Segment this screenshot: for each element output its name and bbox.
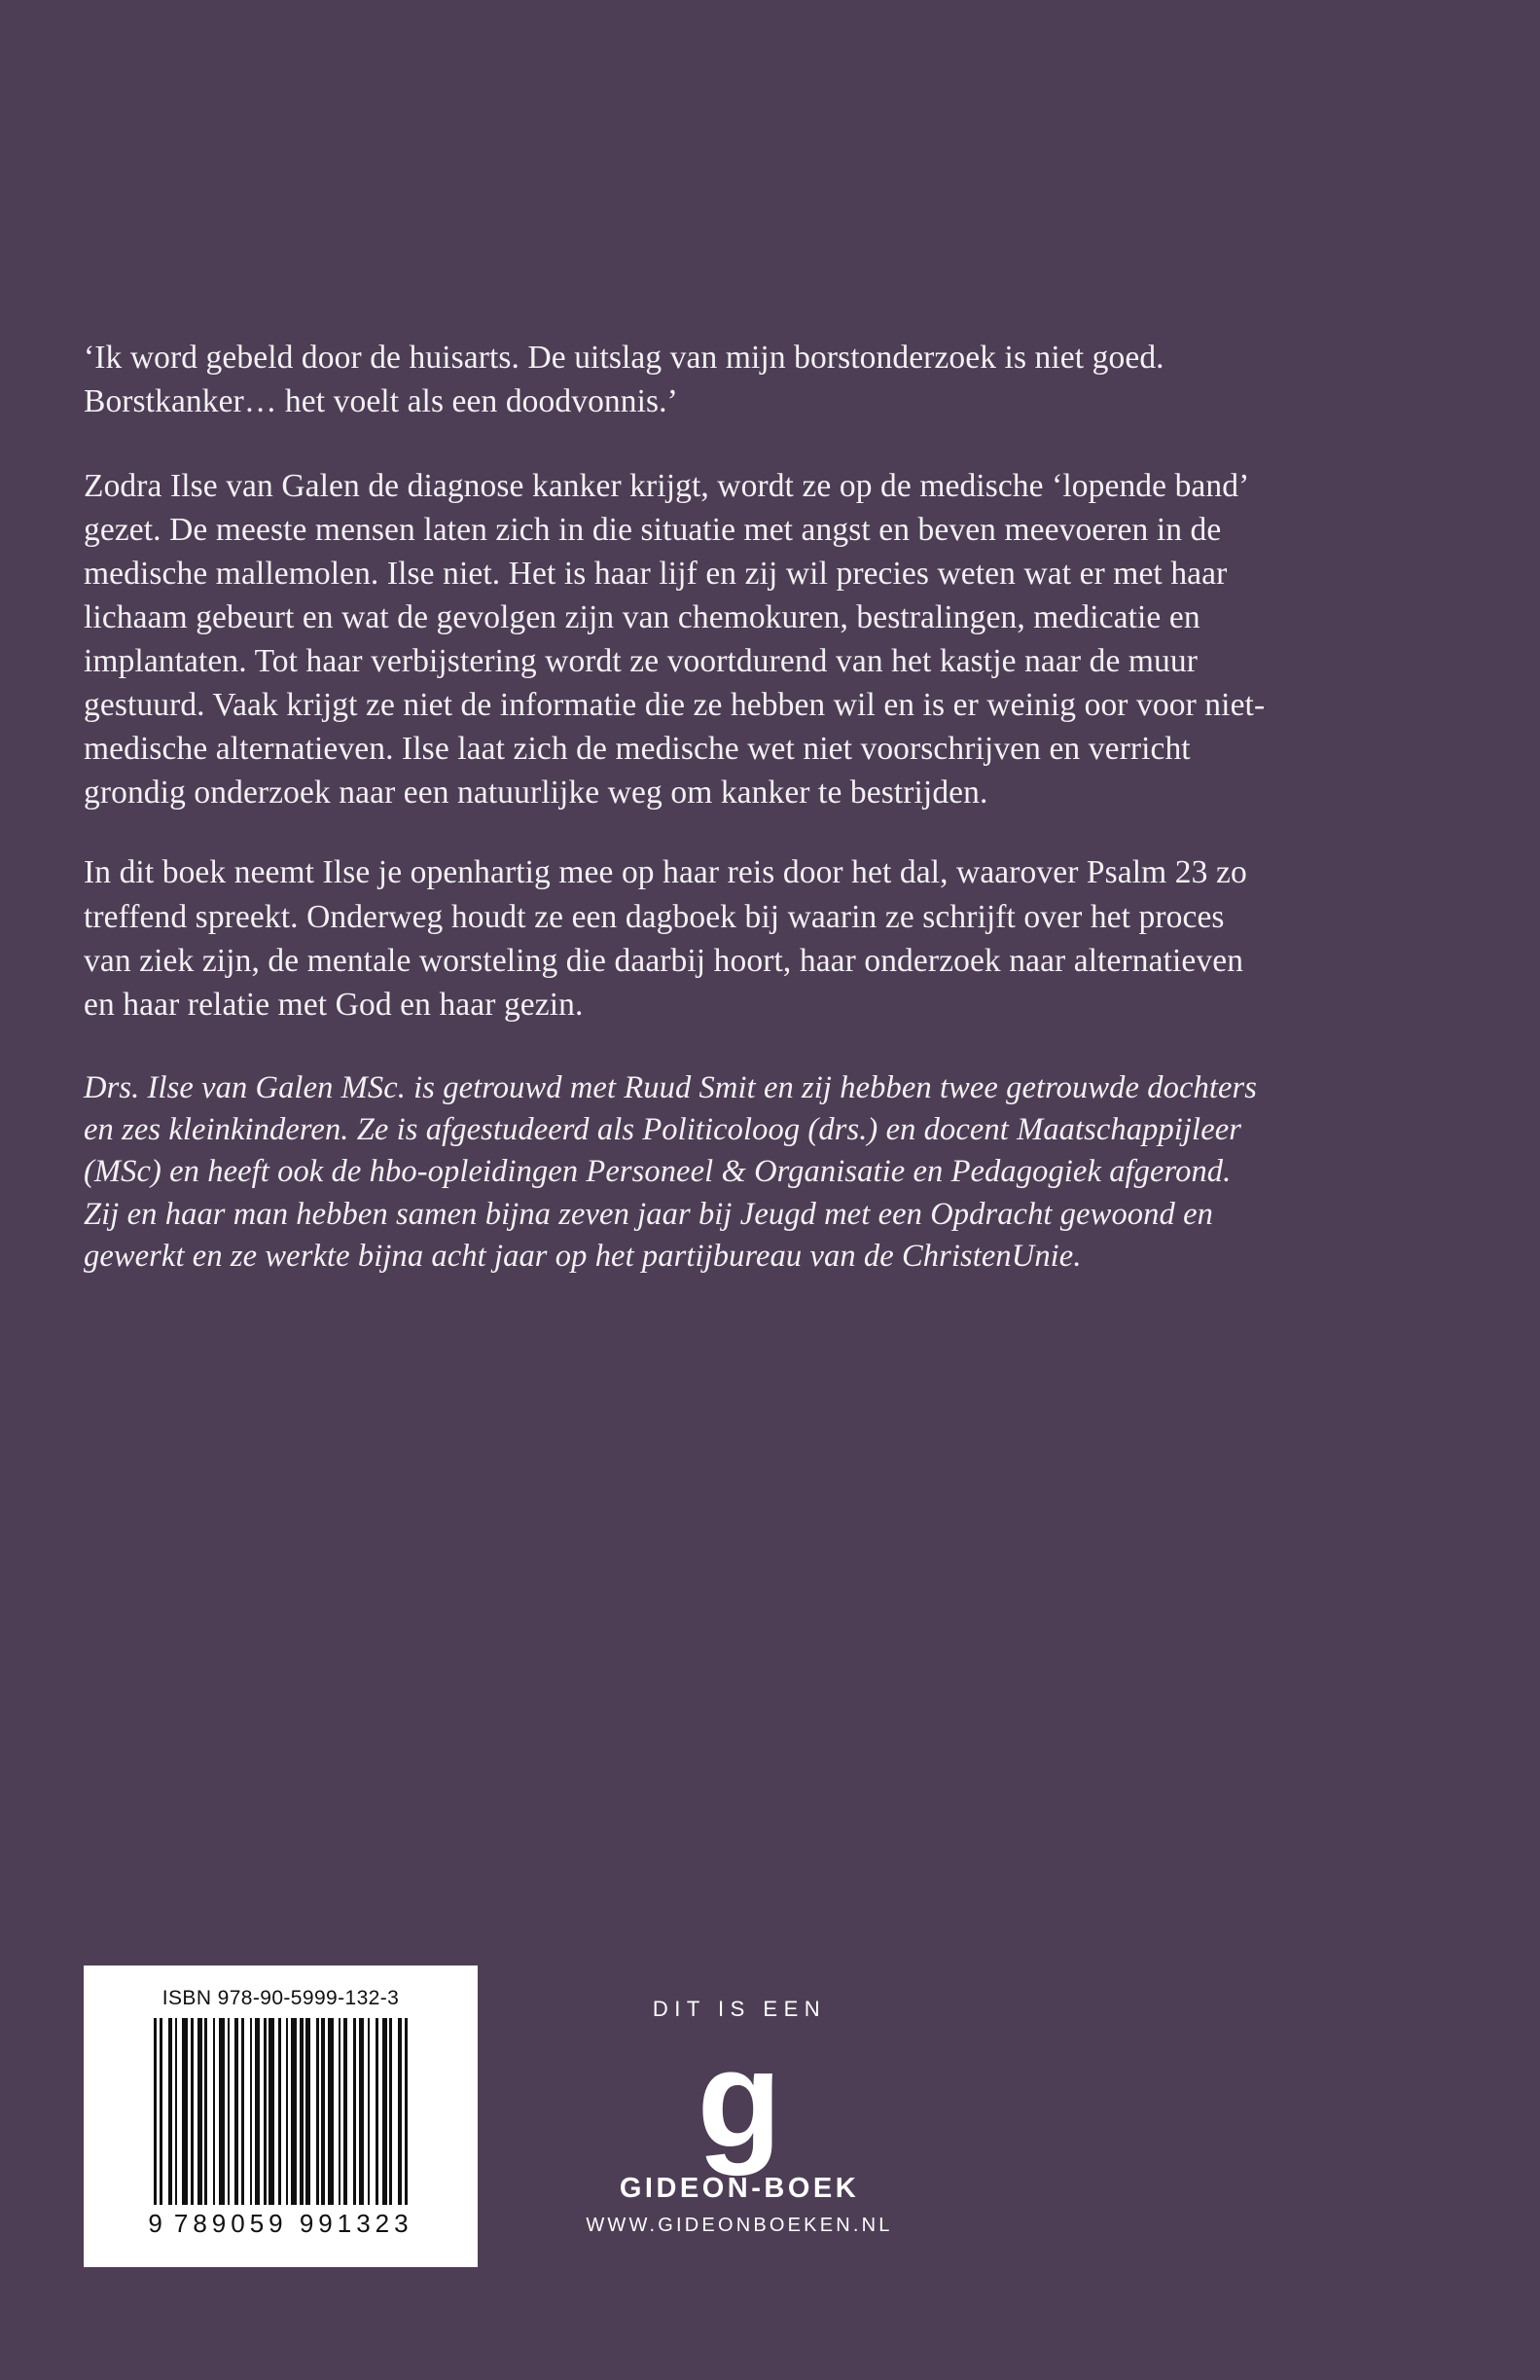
isbn-barcode xyxy=(84,1965,478,2267)
publisher-block xyxy=(545,1997,934,2237)
author-bio-paragraph: Drs. Ilse van Galen MSc. is getrouwd met Ruud Smit en zij hebben twee getrouwde dochters en zes kleinkinderen. Ze is afgestudeerd als Politicoloog (drs.) en docent Maatschappijleer (MSc) en heeft ook de hbo-opleidingen Personeel & Organisatie en Pedagogiek afgerond. Zij en haar man hebben samen bijna zeven jaar bij Jeugd met een Opdracht gewoond en gewerkt en ze werkte bijna acht jaar op het partijbureau van de ChristenUnie. xyxy=(84,1069,1257,1275)
blurb-paragraph-2: In dit boek neemt Ilse je openhartig mee op haar reis door het dal, waarover Psalm 23 zo treffend spreekt. Onderweg houdt ze een dagboek bij waarin ze schrijft over het proces van ziek zijn, de mentale worsteling die daarbij hoort, haar onderzoek naar alternatieven en haar relatie met God en haar gezin. xyxy=(84,854,1247,1023)
blurb-paragraph-1: Zodra Ilse van Galen de diagnose kanker krijgt, wordt ze op de medische ‘lopende band’ gezet. De meeste mensen laten zich in die situatie met angst en beven meevoeren in de medische mallemolen. Ilse niet. Het is haar lijf en zij wil precies weten wat er met haar lichaam gebeurt en wat de gevolgen zijn van chemokuren, bestralingen, medicatie en implantaten. Tot haar verbijstering wordt ze voortdurend van het kastje naar de muur gestuurd. Vaak krijgt ze niet de informatie die ze hebben wil en is er weinig oor voor niet-medische alternatieven. Ilse laat zich de medische wet niet voorschrijven en verricht grondig onderzoek naar een natuurlijke weg om kanker te bestrijden. xyxy=(84,468,1266,811)
barcode-bars xyxy=(116,2018,447,2205)
publisher-name: GIDEON-BOEK xyxy=(619,2172,860,2204)
barcode-digit-lead: 9 xyxy=(148,2209,164,2238)
blurb-paragraph-quote: ‘Ik word gebeld door de huisarts. De uitslag van mijn borstonderzoek is niet goed. Borstkanker… het voelt als een doodvonnis.’ xyxy=(84,340,1164,420)
barcode-digit-group: 789059 991323 xyxy=(173,2209,413,2238)
publisher-website: WWW.GIDEONBOEKEN.NL xyxy=(586,2214,893,2236)
cover-footer xyxy=(0,1965,1540,2380)
gideon-logo-icon: g xyxy=(697,2022,782,2177)
barcode-digits xyxy=(148,2209,412,2239)
isbn-label: ISBN 978-90-5999-132-3 xyxy=(161,1987,400,2009)
blurb-text-block xyxy=(84,336,1266,1315)
publisher-tagline: DIT IS EEN xyxy=(652,1997,827,2021)
